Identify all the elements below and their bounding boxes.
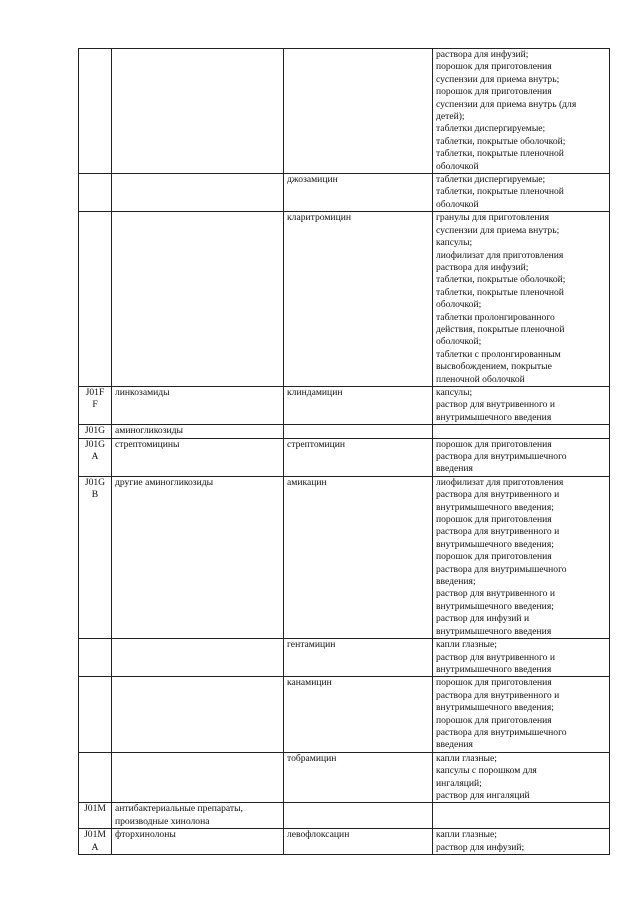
group-name-cell	[112, 49, 284, 174]
drug-name-cell: джозамицин	[284, 174, 433, 212]
drug-name-cell: левофлоксацин	[284, 829, 433, 855]
dosage-forms-cell: гранулы для приготовления суспензии для приема внутрь; капсулы; лиофилизат для приготовления раствора для инфузий; таблетки, покрытые оболочкой; таблетки, покрытые пленочной оболочкой; таблетки пролонгированного действия, покрытые пленочной оболочкой; таблетки с пролонгированным высвобождением, покрытые пленочной оболочкой	[433, 212, 610, 387]
atc-code-cell: J01G B	[79, 476, 112, 638]
dosage-forms-cell: капли глазные; раствор для инфузий;	[433, 829, 610, 855]
group-name-cell: линкозамиды	[112, 386, 284, 424]
table-row	[79, 438, 610, 476]
atc-code-cell: J01M	[79, 803, 112, 829]
group-name-cell	[112, 174, 284, 212]
table-row	[79, 212, 610, 387]
table-row	[79, 639, 610, 677]
table-row	[79, 425, 610, 438]
group-name-cell: стрептомицины	[112, 438, 284, 476]
drug-name-cell: тобрамицин	[284, 752, 433, 803]
group-name-cell	[112, 677, 284, 752]
atc-code-cell: J01G	[79, 425, 112, 438]
dosage-forms-cell: порошок для приготовления раствора для внутривенного и внутримышечного введения; порошок для приготовления раствора для внутримышечного введения	[433, 677, 610, 752]
drug-name-cell	[284, 49, 433, 174]
dosage-forms-cell	[433, 803, 610, 829]
table-row	[79, 677, 610, 752]
table-row	[79, 386, 610, 424]
group-name-cell	[112, 752, 284, 803]
table-row	[79, 752, 610, 803]
atc-code-cell	[79, 639, 112, 677]
dosage-forms-cell: раствора для инфузий; порошок для приготовления суспензии для приема внутрь; порошок для приготовления суспензии для приема внутрь (для детей); таблетки диспергируемые; таблетки, покрытые оболочкой; таблетки, покрытые пленочной оболочкой	[433, 49, 610, 174]
atc-code-cell	[79, 174, 112, 212]
atc-code-cell: J01G A	[79, 438, 112, 476]
atc-code-cell	[79, 212, 112, 387]
atc-code-cell: J01M A	[79, 829, 112, 855]
atc-code-cell	[79, 49, 112, 174]
table-row	[79, 49, 610, 174]
drug-name-cell: кларитромицин	[284, 212, 433, 387]
dosage-forms-cell: таблетки диспергируемые; таблетки, покрытые пленочной оболочкой	[433, 174, 610, 212]
dosage-forms-cell	[433, 425, 610, 438]
atc-code-cell: J01F F	[79, 386, 112, 424]
drug-name-cell: канамицин	[284, 677, 433, 752]
dosage-forms-cell: капли глазные; раствор для внутривенного и внутримышечного введения	[433, 639, 610, 677]
table-row	[79, 803, 610, 829]
drug-name-cell: клиндамицин	[284, 386, 433, 424]
drug-name-cell: гентамицин	[284, 639, 433, 677]
drug-name-cell	[284, 425, 433, 438]
drug-name-cell: амикацин	[284, 476, 433, 638]
dosage-forms-cell: капсулы; раствор для внутривенного и внутримышечного введения	[433, 386, 610, 424]
atc-code-cell	[79, 752, 112, 803]
table-row	[79, 476, 610, 638]
drug-table-body	[79, 49, 610, 855]
table-row	[79, 174, 610, 212]
group-name-cell: аминогликозиды	[112, 425, 284, 438]
dosage-forms-cell: лиофилизат для приготовления раствора для внутривенного и внутримышечного введения; порошок для приготовления раствора для внутривенного и внутримышечного введения; порошок для приготовления раствора для внутримышечного введения; раствор для внутривенного и внутримышечного введения; раствор для инфузий и внутримышечного введения	[433, 476, 610, 638]
drug-table	[78, 48, 610, 855]
group-name-cell: антибактериальные препараты, производные хинолона	[112, 803, 284, 829]
document-page	[78, 48, 610, 855]
dosage-forms-cell: порошок для приготовления раствора для внутримышечного введения	[433, 438, 610, 476]
atc-code-cell	[79, 677, 112, 752]
dosage-forms-cell: капли глазные; капсулы с порошком для ингаляций; раствор для ингаляций	[433, 752, 610, 803]
table-row	[79, 829, 610, 855]
drug-name-cell: стрептомицин	[284, 438, 433, 476]
drug-name-cell	[284, 803, 433, 829]
group-name-cell	[112, 639, 284, 677]
group-name-cell: другие аминогликозиды	[112, 476, 284, 638]
group-name-cell: фторхинолоны	[112, 829, 284, 855]
group-name-cell	[112, 212, 284, 387]
